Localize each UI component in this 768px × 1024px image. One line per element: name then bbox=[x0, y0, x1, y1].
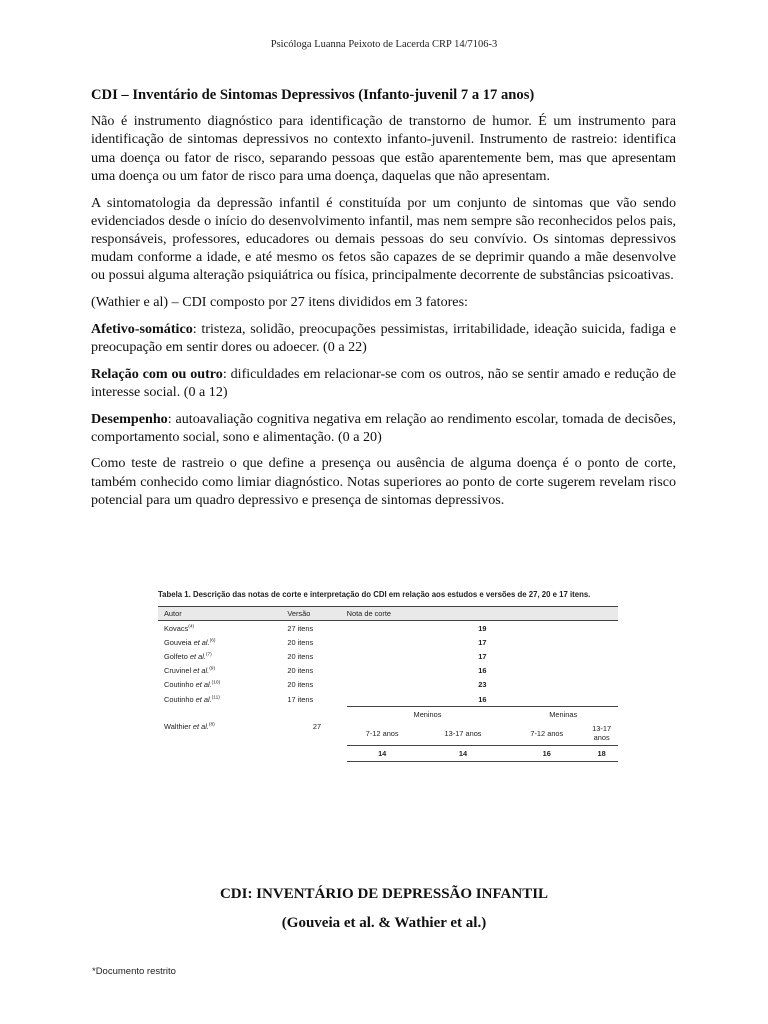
page-header: Psicóloga Luanna Peixoto de Lacerda CRP 14/7106-3 bbox=[270, 39, 498, 50]
header-versao: Versão bbox=[287, 607, 346, 621]
cell-autor: Coutinho et al.$^{(10)}$ bbox=[164, 680, 221, 690]
table-row bbox=[158, 692, 618, 707]
cell-versao: 27 itens bbox=[287, 623, 314, 633]
age-cell: 7-12 anos bbox=[530, 728, 564, 738]
paragraph-cutoff: Como teste de rastreio o que define a presença ou ausência de alguma doença é o ponto de corte, também conhecido como limiar diagnóstico. Notas superiores ao ponto de corte sugerem revelam risco potencial para um quadro depressivo e presença de sintomas depressivos. bbox=[91, 455, 676, 508]
group-header-row bbox=[158, 707, 618, 722]
footnote: *Documento restrito bbox=[92, 966, 176, 977]
value-cell: 14 bbox=[347, 746, 418, 761]
cutoff-table bbox=[158, 606, 618, 762]
paragraph-definition: Não é instrumento diagnóstico para identificação de transtorno de humor. É um instrumento para identificação de sintomas depressivos no contexto infanto-juvenil. Instrumento de rastreio: identifica uma doença ou fator de risco, separando pessoas que estão aparentemente bem, mas que apresentam uma doença ou um fator de risco para uma doença, daquelas que não apresentam. bbox=[91, 113, 676, 184]
age-cell: 13-17 anos bbox=[444, 728, 482, 738]
value-cell: 18 bbox=[585, 746, 618, 761]
bottom-subtitle: (Gouveia et al. & Wathier et al.) bbox=[281, 915, 487, 931]
cell-autor-walthier: Walthier et al.$^{(8)}$ bbox=[164, 721, 215, 731]
factor-text: : dificuldades em relacionar-se com os outros, não se sentir amado e redução de interesse social. (0 a 12) bbox=[91, 365, 677, 400]
cell-autor: Kovacs$^{(4)}$ bbox=[164, 623, 195, 633]
factor-desempenho bbox=[91, 410, 676, 446]
factor-relacao bbox=[91, 365, 676, 401]
document-title: CDI – Inventário de Sintomas Depressivos (Infanto-juvenil 7 a 17 anos) bbox=[91, 87, 535, 103]
table-row bbox=[158, 649, 618, 663]
table-row bbox=[158, 664, 618, 678]
factor-text: : autoavaliação cognitiva negativa em relação ao rendimento escolar, tomada de decisões, comportamento social, sono e alimentação. (0 a 20) bbox=[91, 410, 676, 445]
factor-label: Afetivo-somático bbox=[91, 320, 193, 337]
paragraph-factors-intro: (Wathier e al) – CDI composto por 27 itens divididos em 3 fatores: bbox=[91, 294, 468, 311]
header-nota: Nota de corte bbox=[347, 607, 618, 621]
age-cell: 7-12 anos bbox=[365, 728, 399, 738]
factor-afetivo-somatico bbox=[91, 320, 676, 356]
values-row bbox=[158, 746, 618, 761]
cell-versao: 20 itens bbox=[287, 651, 314, 661]
cell-nota: 17 bbox=[478, 637, 487, 647]
bottom-title: CDI: INVENTÁRIO DE DEPRESSÃO INFANTIL bbox=[219, 886, 549, 902]
header-autor: Autor bbox=[158, 607, 287, 621]
age-cell: 13-17 anos bbox=[592, 724, 612, 743]
table-row bbox=[158, 621, 618, 636]
table-row bbox=[158, 635, 618, 649]
paragraph-symptomatology: A sintomatologia da depressão infantil é constituída por um conjunto de sintomas que vão sendo evidenciados desde o início do desenvolvimento infantil, mas nem sempre são reconhecidos pelos pais, responsáveis, professores, educadores ou demais pessoas do seu convívio. Os sintomas depressivos mudam conforme a idade, e até mesmo os fetos são capazes de se deprimir quando a mãe desenvolve ou possui alguma alteração psiquiátrica ou física, principalmente decorrente de substâncias psicoativas. bbox=[91, 194, 676, 284]
table-caption: Tabela 1. Descrição das notas de corte e interpretação do CDI em relação aos estudos e versões de 27, 20 e 17 itens. bbox=[158, 590, 591, 599]
factor-text: : tristeza, solidão, preocupações pessimistas, irritabilidade, ideação suicida, fadiga e preocupação em sentir dores ou adoecer. (0 a 22) bbox=[91, 320, 676, 355]
table-header-row bbox=[158, 607, 618, 621]
cell-versao-walthier: 27 bbox=[312, 721, 322, 731]
value-cell: 14 bbox=[418, 746, 509, 761]
cell-autor: Gouveia et al.$^{(6)}$ bbox=[164, 637, 216, 647]
main-text bbox=[91, 86, 676, 518]
group-girls: Meninas bbox=[508, 707, 618, 722]
cell-versao: 20 itens bbox=[287, 637, 314, 647]
cell-autor: Cruvinel et al.$^{(9)}$ bbox=[164, 666, 216, 676]
group-boys: Meninos bbox=[347, 707, 509, 722]
cell-autor: Golfeto et al.$^{(7)}$ bbox=[164, 651, 212, 661]
cell-nota: 16 bbox=[478, 694, 487, 704]
cell-nota: 17 bbox=[478, 651, 487, 661]
cell-versao: 20 itens bbox=[287, 680, 314, 690]
value-cell: 16 bbox=[508, 746, 585, 761]
cell-nota: 23 bbox=[478, 680, 487, 690]
cell-nota: 16 bbox=[478, 666, 487, 676]
table-row bbox=[158, 678, 618, 692]
cell-nota: 19 bbox=[478, 623, 487, 633]
factor-label: Desempenho bbox=[91, 410, 168, 427]
cell-autor: Coutinho et al.$^{(11)}$ bbox=[164, 694, 220, 704]
cell-versao: 20 itens bbox=[287, 666, 314, 676]
factor-label: Relação com ou outro bbox=[91, 365, 223, 382]
cutoff-table-figure bbox=[158, 590, 618, 768]
cell-versao: 17 itens bbox=[287, 694, 314, 704]
